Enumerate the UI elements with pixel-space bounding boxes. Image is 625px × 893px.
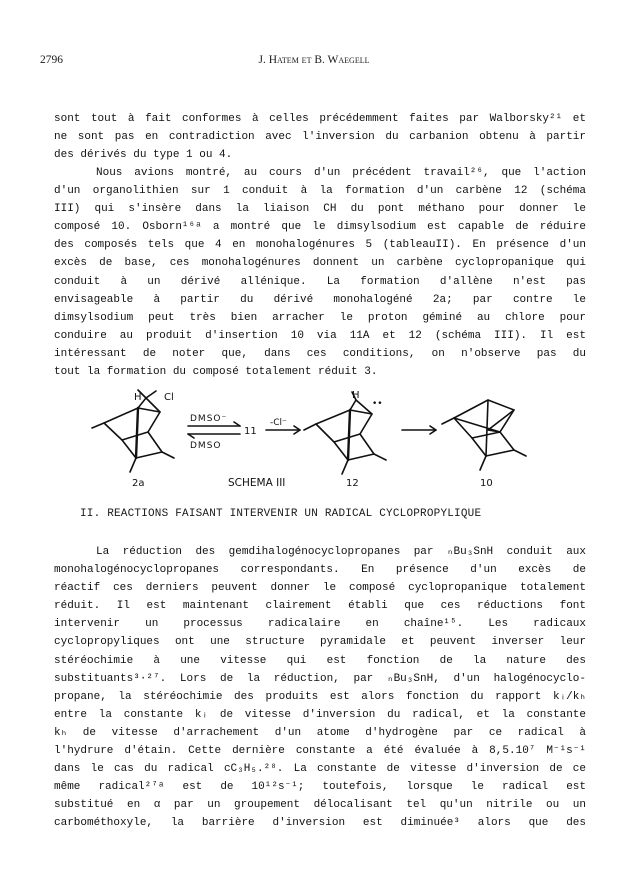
scheme-title: SCHEMA III xyxy=(228,477,286,488)
text-line: Nous avions montré, au cours d'un précédent travail²⁶, que l'action xyxy=(96,167,586,179)
text-line: réactif ces derniers peuvent donner le composé cyclopropanique totalement xyxy=(54,582,586,595)
compound-label-10: 10 xyxy=(480,478,493,488)
text-line: d'un organolithien sur 1 conduit à la formation d'un carbène 12 (schéma xyxy=(54,185,586,198)
section-heading: II. REACTIONS FAISANT INTERVENIR UN RADICAL CYCLOPROPYLIQUE xyxy=(80,508,482,520)
intermediate-label-11: 11 xyxy=(244,426,257,437)
paragraph-1 xyxy=(54,110,586,164)
text-line: La réduction des gemdihalogénocyclopropanes par ₙBu₃SnH conduit aux xyxy=(96,546,586,558)
carbene-lone-pair: •• xyxy=(372,399,383,409)
text-line: stéréochimie à une vitesse qui est fonction de la nature des xyxy=(54,654,586,667)
reaction-scheme-iii xyxy=(90,388,540,488)
page-number: 2796 xyxy=(40,54,63,66)
text-line: monohalogénocyclopropanes correspondants. En présence d'un excès de xyxy=(54,564,586,577)
equilibrium-arrows xyxy=(188,422,240,438)
text-line: dimsylsodium peut très bien arracher le proton géminé au chlore pour xyxy=(54,311,586,324)
text-line: l'hydrure d'étain. Cette dernière constante a été évaluée à 8,5.10⁷ M⁻¹s⁻¹ xyxy=(54,745,586,758)
text-line: substitué en α par un groupement délocalisant tel qu'un nitrile ou un xyxy=(54,799,586,812)
text-line: réduit. Il est maintenant clairement établi que ces réductions font xyxy=(54,600,586,613)
atom-label-h: H xyxy=(352,390,360,401)
text-line: composé 10. Osborn¹⁶ᵃ a montré que le dimsylsodium est capable de réduire xyxy=(54,221,586,234)
text-line: des dérivés du type 1 ou 4. xyxy=(54,149,233,162)
paragraph-2 xyxy=(54,164,586,381)
text-line: propane, la stéréochimie des produits est alors fonction du rapport kᵢ/kₕ xyxy=(54,690,586,703)
atom-label-cl: Cl xyxy=(164,392,174,403)
text-line: kₕ de vitesse d'arrachement d'un atome d'hydrogène par ce radical à xyxy=(54,726,586,739)
text-line: des composés tels que 4 en monohalogénures 5 (tableauII). En présence d'un xyxy=(54,239,586,252)
running-head-authors: J. Hatem et B. Waegell xyxy=(258,54,370,66)
paragraph-3 xyxy=(54,543,586,833)
reagent-label: DMSO⁻ xyxy=(190,414,228,424)
compound-label-12: 12 xyxy=(346,478,359,488)
text-line: envisageable à partir du dérivé monohalogéné 2a; par contre le xyxy=(54,293,586,306)
text-line: cyclopropyliques ont une structure pyramidale et peuvent inverser leur xyxy=(54,636,586,649)
text-line: sont tout à fait conformes à celles précédemment faites par Walborsky²¹ et xyxy=(54,113,586,125)
text-line: carbométhoxyle, la barrière d'inversion est diminuée³ alors que des xyxy=(54,817,586,830)
reaction-arrow xyxy=(402,426,436,434)
molecule-2a xyxy=(92,390,174,472)
text-line: intervenir un processus radicalaire en chaîne¹⁵. Les radicaux xyxy=(54,618,586,631)
leaving-group-label: -Cl⁻ xyxy=(270,418,287,428)
compound-label-2a: 2a xyxy=(132,478,145,488)
text-line: intéressant de noter que, dans ces conditions, on n'observe pas du xyxy=(54,347,586,360)
text-line: conduit à un dérivé allénique. La formation d'allène n'est pas xyxy=(54,275,586,288)
atom-label-h: H xyxy=(134,392,142,403)
text-line: même radical²⁷ᵃ est de 10¹²s⁻¹; toutefois, lorsque le radical est xyxy=(54,781,586,794)
text-line: excès de base, ces monohalogénures donnent un carbène cyclopropanique qui xyxy=(54,257,586,270)
text-line: conduire au produit d'insertion 10 via 11A et 12 (schéma III). Il est xyxy=(54,329,586,342)
text-line: dans le cas du radical cC₃H₅.²⁸. La constante de vitesse d'inversion de ce xyxy=(54,763,586,776)
text-line: ne sont pas en contradiction avec l'inversion du carbanion obtenu à partir xyxy=(54,131,586,144)
text-line: III) qui s'insère dans la liaison CH du pont méthano pour donner le xyxy=(54,203,586,216)
text-line: tout la formation du composé totalement réduit 3. xyxy=(54,366,378,379)
text-line: substituants³·²⁷. Lors de la réduction, par ₙBu₃SnH, d'un halogénocyclo- xyxy=(54,672,586,685)
reagent-label: DMSO xyxy=(190,441,222,451)
molecule-10 xyxy=(442,400,526,470)
text-line: entre la constante kᵢ de vitesse d'inversion du radical, et la constante xyxy=(54,708,586,721)
running-header xyxy=(40,54,588,68)
